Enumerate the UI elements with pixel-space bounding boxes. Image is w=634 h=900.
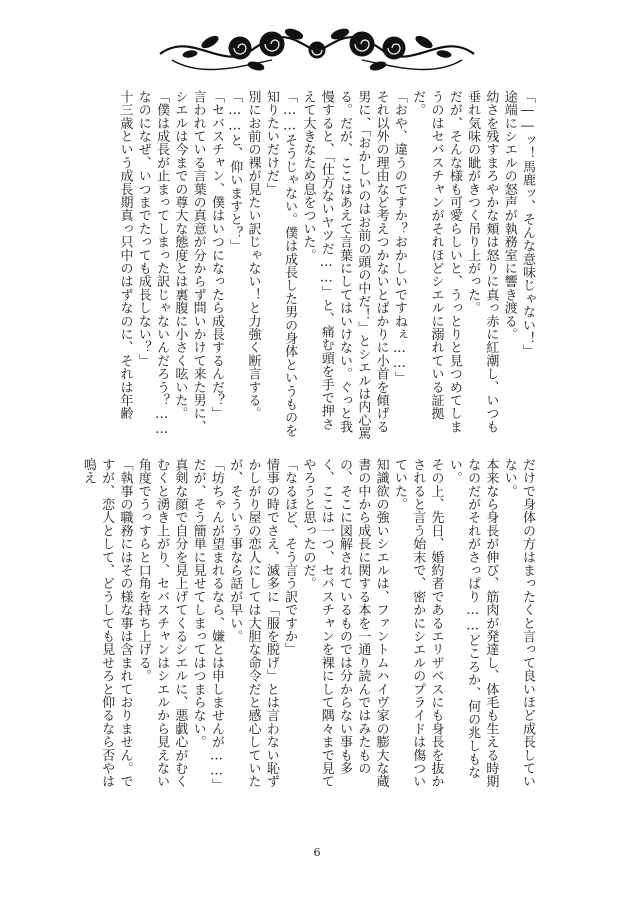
text-block-upper: [96, 90, 536, 440]
paragraph: 十三歳という成長期真っ只中のはずなのに、それは年齢: [117, 90, 133, 420]
paragraph: それ以外の理由など考えつかないとばかりに小首を傾げる男に、「おかしいのはお前の頭の中だ！」とシエルは内心罵る。だが、ここはあえて言葉にしてはいけない。ぐっと我慢すると、「仕方ないヤツだ……」と、痛む頭を手で押さえて大きなため息をついた。: [300, 90, 389, 440]
paragraph: 知識欲の強いシエルは、ファントムハイヴ家の膨大な蔵書の中から成長に関する本を一通り読んではみたものの、そこに図解されているものでは分からない事も多く、ここは一つ、セバスチャンを裸にして隅々まで見てやろうと思ったのだ。: [300, 458, 389, 788]
paragraph: 「セバスチャン、僕はいつになったら成長するんだ？」: [208, 90, 224, 420]
paragraph: 「執事の職務にはその様な事は含まれておりません。ですが、恋人として、どうしても見せろと仰るなら否やは嗚え: [80, 458, 133, 788]
paragraph: 真剣な顔で自分を見上げてくるシエルに、悪戯心がむくむくと湧き上がり、セバスチャンはシエルから見えない角度でうっすらと口角を持ち上げる。: [135, 458, 188, 788]
paragraph: 本来なら身長が伸び、筋肉が発達し、体毛も生える時期なのだがそれがさっぱり……どころか、何の兆しもない。: [446, 458, 499, 788]
paragraph: 「……と、仰いますと？」: [227, 90, 243, 253]
rose-vine-ornament-icon: [152, 20, 482, 82]
paragraph: 「――ッ！馬鹿ッ、そんな意味じゃない！」: [520, 90, 535, 358]
page-number: 6: [313, 846, 321, 859]
paragraph: 言われている言葉の真意が分からず問いかけて来た男に、シエルは今までの尊大な態度とは裏腹に小さく呟いた。: [172, 90, 206, 434]
paragraph: 「……そうじゃない。僕は成長した男の身体というものを知りたいだけだ」: [263, 90, 298, 438]
paragraph: だが、そう簡単に見せてしまってはつまらない。: [190, 458, 206, 749]
paragraph: 別にお前の裸が見たい訳じゃない！と力強く断言する。: [245, 90, 261, 420]
paragraph: 「おや、違うのですか？おかしいですねぇ……」: [391, 90, 407, 385]
paragraph: だけで身体の方はまったくと言って良いほど成長していない。: [501, 458, 535, 788]
paragraph: 「なるほど、そう言う訳ですか」: [282, 458, 298, 656]
paragraph: その上、先日、婚約者であるエリザベスにも身長を抜かされると言う始末で、密かにシエルのプライドは傷ついていた。: [391, 458, 444, 788]
paragraph: 情事の時でさえ、滅多に「服を脱げ」とは言わない恥ずかしがり屋の恋人にしては大胆な命令だと感心していたが、そういう事なら話が早い。: [227, 458, 279, 788]
paragraph: 「坊ちゃんが望まれるなら、嫌とは申しませんが……」: [208, 458, 224, 792]
paragraph: だが、そんな様も可愛らしいと、うっとりと見つめてしまうのはセバスチャンがそれほどシエルに溺れている証拠だ。: [410, 90, 462, 434]
paragraph: 幼さを残すまろやかな頬は怒りに真っ赤に紅潮し、いつも垂れ気味の眦がきつく吊り上がった。: [465, 90, 499, 434]
text-block-lower: [80, 458, 536, 796]
paragraph: 「僕は成長が止まってしまった訳じゃないんだろう？……なのになぜ、いつまでたっても成長しない？」: [135, 90, 170, 438]
paragraph: 途端にシエルの怒声が執務室に響き渡る。: [501, 90, 517, 341]
